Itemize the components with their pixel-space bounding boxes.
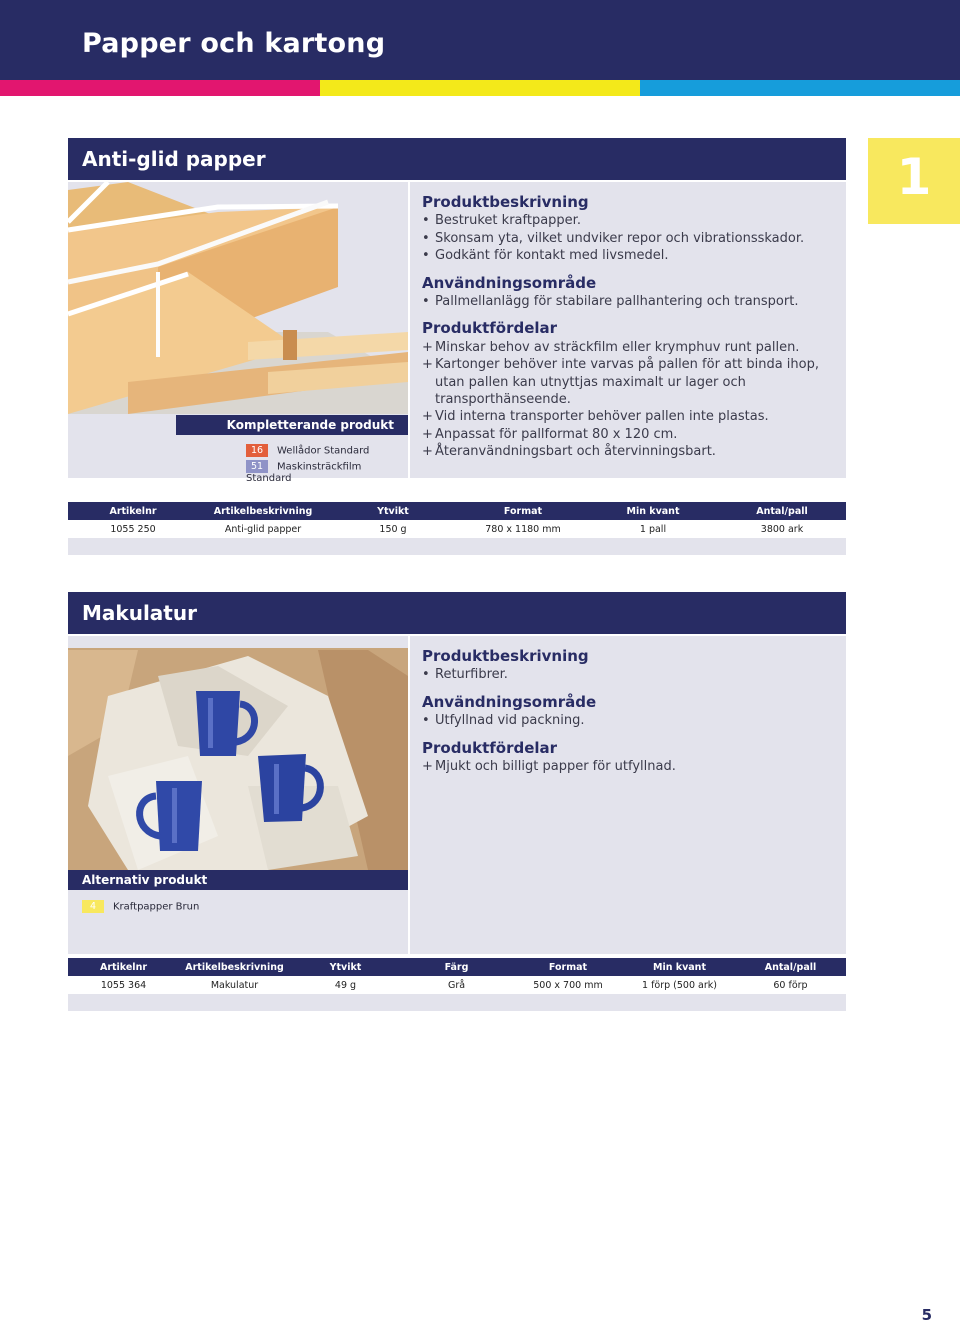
product-info-panel	[410, 182, 846, 478]
article-table	[68, 958, 846, 1011]
column-header: Artikelbeskrivning	[198, 502, 328, 520]
related-product-name: Wellådor Standard	[277, 445, 370, 457]
product-info-panel	[410, 636, 846, 954]
description-group	[422, 648, 834, 684]
table-cell: Makulatur	[179, 976, 290, 994]
section-number: 1	[896, 148, 932, 206]
advantage-item: + Mjukt och billigt papper för utfyllnad.	[422, 759, 676, 775]
alternative-product-item[interactable]	[82, 900, 199, 913]
product-info	[422, 648, 834, 785]
table-row[interactable]	[68, 520, 846, 538]
page-header	[0, 0, 960, 80]
table-cell: 1055 250	[68, 520, 198, 538]
column-header: Artikelbeskrivning	[179, 958, 290, 976]
advantage-item: + Kartonger behöver inte varvas på pallen för att binda ihop, utan pallen kan utnyttjas maximalt ur lager och transporthänseende.	[422, 357, 819, 408]
alternative-product-name: Kraftpapper Brun	[113, 901, 200, 913]
description-item: • Skonsam yta, vilket undviker repor och vibrationsskador.	[422, 230, 805, 246]
usage-heading: Användningsområde	[422, 273, 597, 292]
usage-group	[422, 694, 834, 730]
section-tab	[868, 138, 960, 224]
advantage-item: + Minskar behov av sträckfilm eller krymphuv runt pallen.	[422, 339, 800, 355]
table-cell: 1 pall	[588, 520, 718, 538]
advantages-heading: Produktfördelar	[422, 738, 558, 757]
column-header: Ytvikt	[290, 958, 401, 976]
description-heading: Produktbeskrivning	[422, 193, 589, 211]
column-header: Format	[458, 502, 588, 520]
table-cell: 49 g	[290, 976, 401, 994]
column-header: Min kvant	[624, 958, 735, 976]
product-title-bar	[68, 138, 846, 180]
advantage-item: + Återanvändningsbart och återvinningsbart.	[422, 444, 716, 460]
table-cell: 500 x 700 mm	[512, 976, 624, 994]
color-stripe-yellow	[320, 80, 640, 96]
description-item: • Godkänt för kontakt med livsmedel.	[422, 248, 669, 264]
table-cell: Anti-glid papper	[198, 520, 328, 538]
product-title: Makulatur	[82, 601, 197, 625]
advantage-item: + Anpassat för pallformat 80 x 120 cm.	[422, 426, 678, 442]
table-header-row	[68, 958, 846, 976]
product-info	[422, 194, 834, 471]
section-badge: 16	[246, 444, 268, 457]
usage-heading: Användningsområde	[422, 692, 597, 711]
alternative-products-heading: Alternativ produkt	[68, 870, 408, 890]
column-header: Min kvant	[588, 502, 718, 520]
usage-item: • Pallmellanlägg för stabilare pallhantering och transport.	[422, 294, 799, 310]
table-cell: 1 förp (500 ark)	[624, 976, 735, 994]
column-header: Färg	[401, 958, 512, 976]
table-cell: 60 förp	[735, 976, 846, 994]
usage-group	[422, 275, 834, 311]
product-image-panel	[68, 636, 408, 954]
table-cell: 3800 ark	[718, 520, 846, 538]
table-cell: 780 x 1180 mm	[458, 520, 588, 538]
advantages-heading: Produktfördelar	[422, 319, 558, 338]
column-header: Format	[512, 958, 624, 976]
table-cell: 150 g	[328, 520, 458, 538]
table-filler-row	[68, 538, 846, 555]
table-filler-row	[68, 994, 846, 1011]
page-number: 5	[921, 1306, 932, 1324]
column-header: Antal/pall	[718, 502, 846, 520]
related-product-name: Maskinsträckfilm Standard	[246, 461, 362, 484]
product-title: Anti-glid papper	[82, 147, 266, 171]
related-product-item[interactable]	[246, 444, 369, 457]
advantages-group	[422, 320, 834, 460]
product-image-panel	[68, 182, 408, 484]
column-header: Ytvikt	[328, 502, 458, 520]
table-cell: 1055 364	[68, 976, 179, 994]
description-item: • Bestruket kraftpapper.	[422, 213, 581, 229]
table-row[interactable]	[68, 976, 846, 994]
description-heading: Produktbeskrivning	[422, 647, 589, 665]
section-badge: 4	[82, 900, 104, 913]
color-stripe-magenta	[0, 80, 320, 96]
table-cell: Grå	[401, 976, 512, 994]
color-stripe-cyan	[640, 80, 960, 96]
section-badge: 51	[246, 460, 268, 473]
column-header: Antal/pall	[735, 958, 846, 976]
column-header: Artikelnr	[68, 958, 179, 976]
advantage-item: + Vid interna transporter behöver pallen inte plastas.	[422, 409, 769, 425]
article-table	[68, 502, 846, 555]
advantages-group	[422, 740, 834, 776]
usage-item: • Utfyllnad vid packning.	[422, 713, 585, 729]
related-product-item[interactable]	[246, 460, 408, 484]
description-item: • Returfibrer.	[422, 667, 508, 683]
related-products-heading: Kompletterande produkt	[176, 415, 408, 435]
table-header-row	[68, 502, 846, 520]
description-group	[422, 194, 834, 265]
page-title: Papper och kartong	[82, 28, 386, 59]
column-header: Artikelnr	[68, 502, 198, 520]
product-title-bar	[68, 592, 846, 634]
